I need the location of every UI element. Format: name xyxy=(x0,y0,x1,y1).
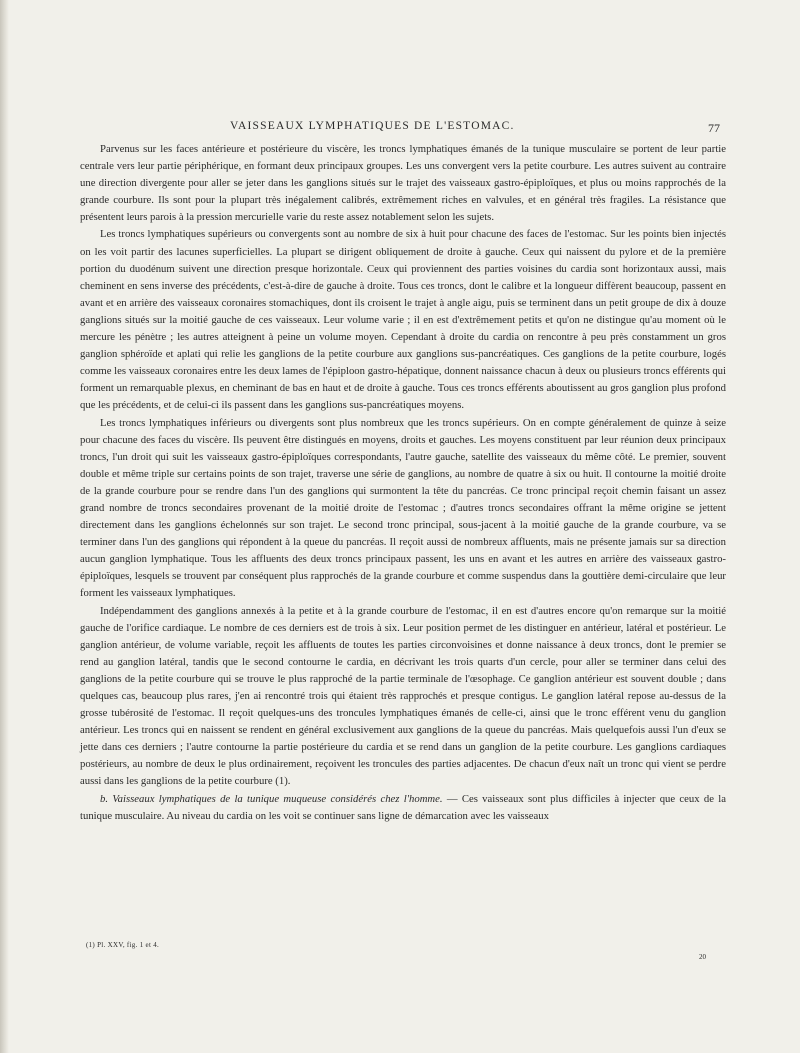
signature-mark: 20 xyxy=(699,953,706,961)
paragraph-4: Indépendamment des ganglions annexés à la petite et à la grande courbure de l'estomac, il en est d'autres encore qu'on remarque sur la moitié gauche de l'orifice cardiaque. Le nombre de ces derniers est de trois à six. Leur position permet de les distinguer en antérieur, latéral et postérieur. Le ganglion antérieur, de volume variable, reçoit les affluents de toutes les parties circonvoisines et donne naissance à deux troncs, dont le premier se rend au ganglion latéral, tandis que le second contourne le cardia, en décrivant les trois quarts d'un cercle, pour aller se terminer dans celui des ganglions de la petite courbure qui se trouve le plus rapproché de la partie terminale de l'œsophage. Ce ganglion antérieur est souvent double ; dans quelques cas, beaucoup plus rares, j'en ai rencontré trois qui étaient très rapprochés et presque contigus. Le ganglion latéral repose au-dessus de la grosse tubérosité de l'estomac. Il reçoit quelques-uns des troncules lymphatiques émanés de celle-ci, ainsi que le tronc efférent venu du ganglion antérieur. Les troncs qui en naissent se rendent en général exclusivement aux ganglions de la queue du pancréas. Mais quelquefois aussi l'un d'eux se jette dans ces derniers ; l'autre contourne la partie postérieure du cardia et se rend dans un ganglion de la petite courbure. Les ganglions cardiaques postérieurs, au nombre de deux le plus ordinairement, reçoivent les troncules des parties adjacentes. De chacun d'eux naît un tronc qui vient se perdre aussi dans les ganglions de la petite courbure (1). xyxy=(80,604,726,788)
running-head: VAISSEAUX LYMPHATIQUES DE L'ESTOMAC. xyxy=(230,120,515,132)
body-text xyxy=(80,141,726,825)
page-header xyxy=(80,120,728,140)
paragraph-3: Les troncs lymphatiques inférieurs ou divergents sont plus nombreux que les troncs supérieurs. On en compte généralement de quinze à seize pour chacune des faces du viscère. Ils peuvent être distingués en moyens, droits et gauches. Les moyens constituent par leur réunion deux principaux troncs, l'un droit qui suit les vaisseaux gastro-épiploïques correspondants, l'autre gauche, satellite des vaisseaux du même côté. Le premier, souvent double et même triple sur certains points de son trajet, traverse une série de ganglions, au nombre de quatre à six ou huit. Il contourne la moitié droite de la grande courbure pour se rendre dans l'un des ganglions qui surmontent la tête du pancréas. Ce tronc principal reçoit chemin faisant un assez grand nombre de troncs secondaires provenant de la moitié droite de l'estomac ; d'autres troncs secondaires offrant la même origine se jettent directement dans les ganglions échelonnés sur son trajet. Le second tronc principal, sous-jacent à la moitié gauche de la grande courbure, va se terminer dans l'un des ganglions qui répondent à la queue du pancréas. Il reçoit aussi de nombreux affluents, mais ne présente jamais sur sa direction aucun ganglion lymphatique. Tous les affluents des deux troncs principaux passent, les uns en avant et les autres en arrière des vaisseaux gastro-épiploïques, lesquels se trouvent par conséquent plus rapprochés de la grande courbure et comme suspendus dans la gouttière demi-circulaire que leur forment les vaisseaux lymphatiques. xyxy=(80,416,726,600)
paragraph-1: Parvenus sur les faces antérieure et postérieure du viscère, les troncs lymphatiques émanés de la tunique musculaire se portent de leur partie centrale vers leur partie périphérique, en formant deux principaux groupes. Les uns convergent vers la petite courbure. Les autres suivent au contraire une direction divergente pour aller se jeter dans les ganglions situés sur le trajet des vaisseaux gastro-épiploïques, et plus ou moins rapprochés de la grande courbure. Ils sont pour la plupart très inégalement calibrés, extrêmement riches en valvules, et en général très fragiles. La résistance que présentent leurs parois à la pression mercurielle varie du reste assez notablement selon les sujets. xyxy=(80,143,726,224)
section-b-title: Vaisseaux lymphatiques de la tunique muqueuse considérés chez l'homme. xyxy=(112,792,443,805)
page-binding-edge xyxy=(0,0,9,1053)
paragraph-2: Les troncs lymphatiques supérieurs ou convergents sont au nombre de six à huit pour chacune des faces de l'estomac. Sur les points bien injectés on les voit partir des lacunes superficielles. La plupart se dirigent obliquement de droite à gauche. Ceux qui naissent du pylore et de la première portion du duodénum suivent une direction presque horizontale. Ceux qui proviennent des parties voisines du cardia sont horizontaux aussi, mais cheminent en sens inverse des précédents, c'est-à-dire de gauche à droite. Tous ces troncs, dont le calibre et la longueur diffèrent beaucoup, passent en avant et en arrière des vaisseaux coronaires stomachiques, dont ils croisent le trajet à angle aigu, puis se terminent dans un petit groupe de dix à douze ganglions situés sur la moitié gauche de ces vaisseaux. Leur volume varie ; il en est d'extrêmement petits et qu'on ne distingue qu'au moment où le mercure les pénètre ; les autres atteignent à peine un volume moyen. Cependant à droite du cardia on rencontre à peu près constamment un gros ganglion sphéroïde et aplati qui relie les ganglions de la petite courbure aux ganglions sus-pancréatiques. Ces ganglions de la petite courbure, logés comme les vaisseaux coronaires entre les deux lames de l'épiploon gastro-hépatique, donnent naissance chacun à deux ou plusieurs troncs efférents qui forment un remarquable plexus, en cheminant de bas en haut et de droite à gauche. Tous ces troncs efférents aboutissent au gros ganglion plus profond que les précédents, et de celui-ci ils passent dans les ganglions sus-pancréatiques moyens. xyxy=(80,228,726,412)
section-b-label: b. xyxy=(100,792,109,805)
page-number: 77 xyxy=(708,121,720,135)
section-b-text: — Ces vaisseaux sont plus difficiles à injecter que ceux de la tunique musculaire. Au niveau du cardia on les voit se continuer sans ligne de démarcation avec les vaisseaux xyxy=(80,792,727,822)
section-b-paragraph xyxy=(80,791,726,825)
footnote: (1) Pl. XXV, fig. 1 et 4. xyxy=(86,941,160,949)
